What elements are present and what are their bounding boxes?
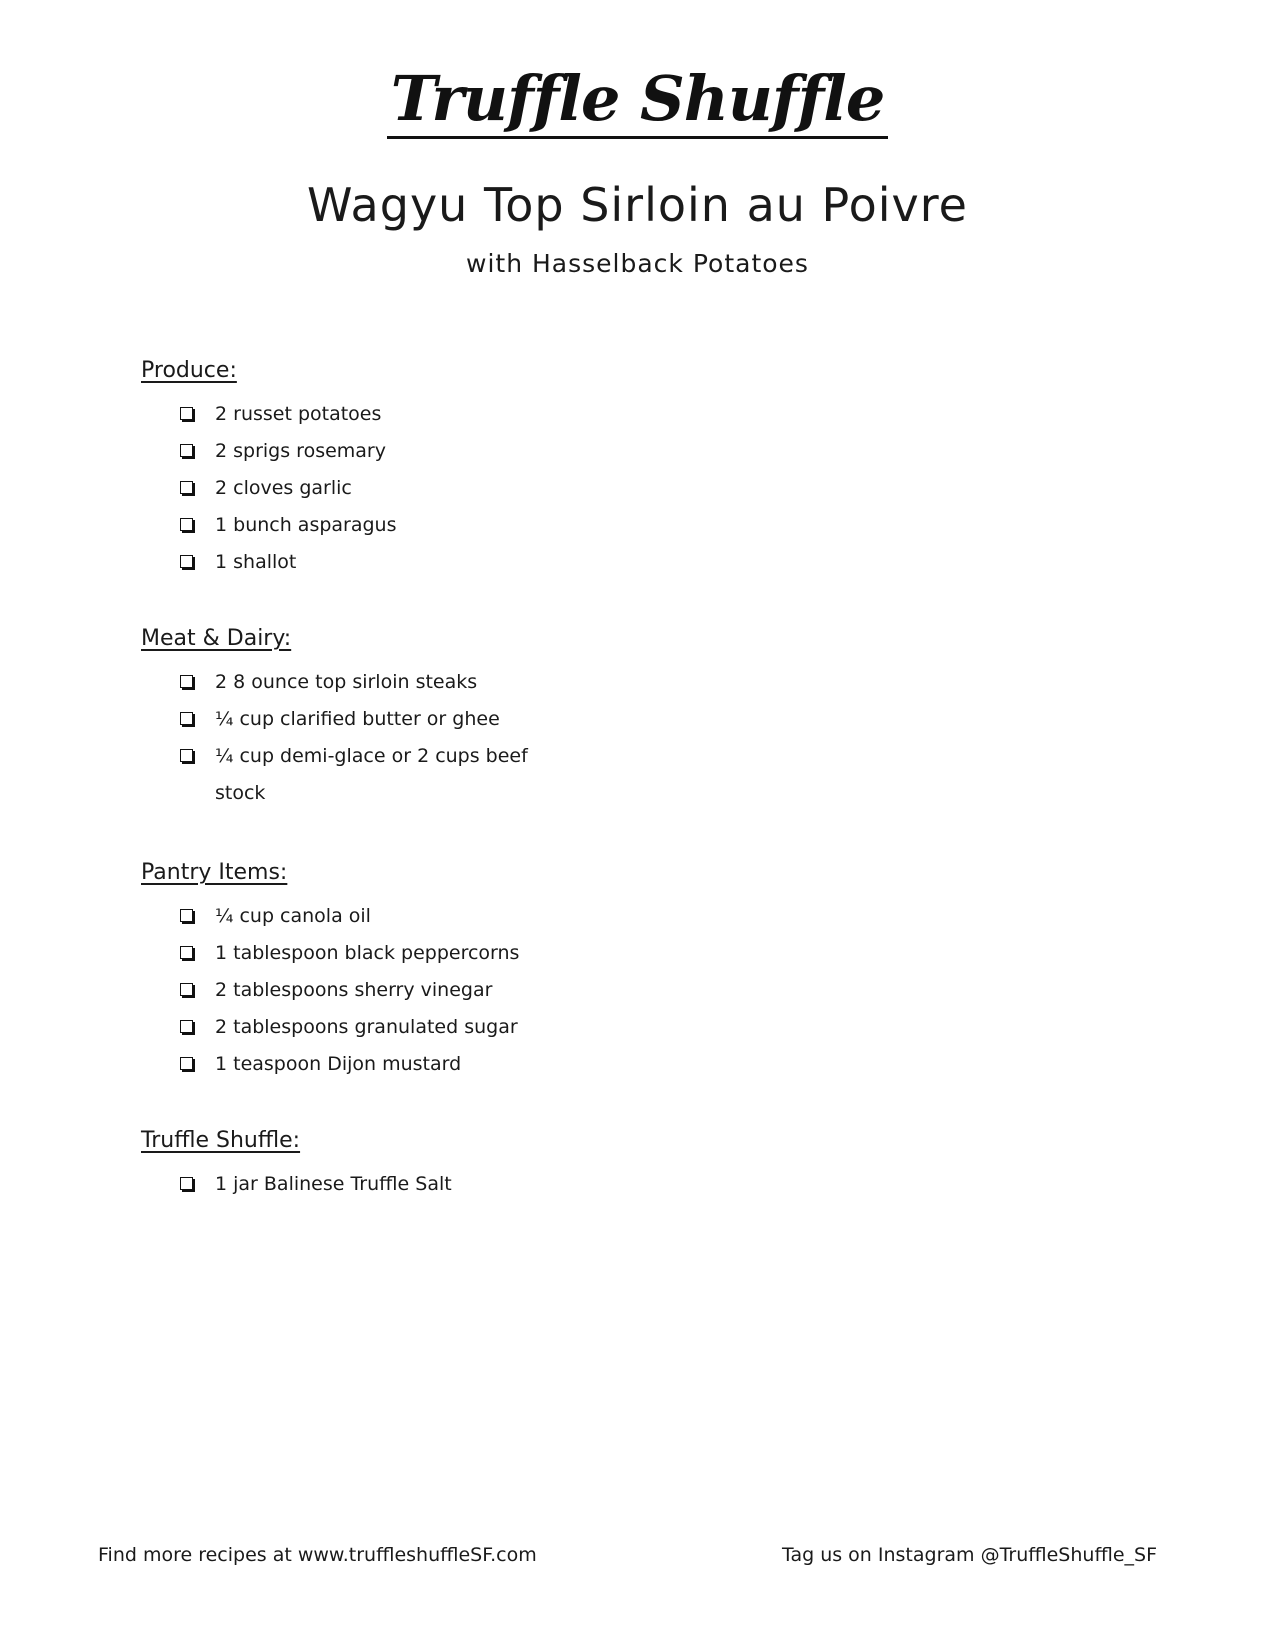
checkbox-icon[interactable]	[180, 555, 193, 568]
ingredient-text: 2 russet potatoes	[215, 403, 382, 425]
ingredient-text: 2 sprigs rosemary	[215, 440, 386, 462]
list-item	[180, 433, 571, 470]
list-item	[180, 664, 571, 701]
checkbox-icon[interactable]	[180, 675, 193, 688]
list-item	[180, 396, 571, 433]
list-item	[180, 1166, 571, 1203]
checkbox-icon[interactable]	[180, 749, 193, 762]
recipe-subtitle: with Hasselback Potatoes	[466, 249, 809, 278]
ingredient-text: ¼ cup demi-glace or 2 cups beef stock	[215, 745, 528, 804]
ingredient-text: 2 tablespoons granulated sugar	[215, 1016, 518, 1038]
list-item	[180, 507, 571, 544]
checkbox-icon[interactable]	[180, 1020, 193, 1033]
ingredient-text: ¼ cup clarified butter or ghee	[215, 708, 500, 730]
ingredient-text: 2 8 ounce top sirloin steaks	[215, 671, 478, 693]
ingredient-text: 1 shallot	[215, 551, 297, 573]
section-heading: Truffle Shuffle:	[141, 1128, 301, 1153]
logo	[0, 62, 1275, 139]
checkbox-icon[interactable]	[180, 909, 193, 922]
checkbox-icon[interactable]	[180, 983, 193, 996]
list-item	[180, 701, 571, 738]
ingredient-text: ¼ cup canola oil	[215, 905, 371, 927]
section-heading: Produce:	[141, 358, 237, 383]
checkbox-icon[interactable]	[180, 444, 193, 457]
section-produce	[141, 356, 571, 581]
list-item	[180, 470, 571, 507]
section-heading: Meat & Dairy:	[141, 626, 292, 651]
checkbox-icon[interactable]	[180, 946, 193, 959]
section-pantry-items	[141, 858, 571, 1083]
recipe-title: Wagyu Top Sirloin au Poivre	[307, 178, 968, 232]
list-item	[180, 1046, 571, 1083]
checkbox-icon[interactable]	[180, 1057, 193, 1070]
ingredient-list	[141, 664, 571, 812]
ingredient-text: 1 jar Balinese Truffle Salt	[215, 1173, 452, 1195]
ingredient-list	[141, 1166, 571, 1203]
section-meat-dairy	[141, 624, 571, 812]
ingredient-text: 2 cloves garlic	[215, 477, 352, 499]
ingredient-text: 1 tablespoon black peppercorns	[215, 942, 520, 964]
list-item	[180, 972, 571, 1009]
checkbox-icon[interactable]	[180, 1177, 193, 1190]
list-item	[180, 935, 571, 972]
logo-wordmark: Truffle Shuffle	[387, 62, 889, 139]
list-item	[180, 898, 571, 935]
ingredient-text: 1 teaspoon Dijon mustard	[215, 1053, 462, 1075]
checkbox-icon[interactable]	[180, 518, 193, 531]
checkbox-icon[interactable]	[180, 481, 193, 494]
ingredient-text: 2 tablespoons sherry vinegar	[215, 979, 493, 1001]
footer-instagram: Tag us on Instagram @TruffleShuffle_SF	[781, 1544, 1157, 1566]
section-truffle-shuffle	[141, 1126, 571, 1203]
ingredient-list	[141, 396, 571, 581]
ingredient-text: 1 bunch asparagus	[215, 514, 397, 536]
list-item	[180, 544, 571, 581]
list-item	[180, 1009, 571, 1046]
checkbox-icon[interactable]	[180, 712, 193, 725]
list-item	[180, 738, 571, 812]
section-heading: Pantry Items:	[141, 860, 288, 885]
ingredient-list	[141, 898, 571, 1083]
footer-website: Find more recipes at www.truffleshuffleSF.com	[98, 1544, 537, 1566]
checkbox-icon[interactable]	[180, 407, 193, 420]
